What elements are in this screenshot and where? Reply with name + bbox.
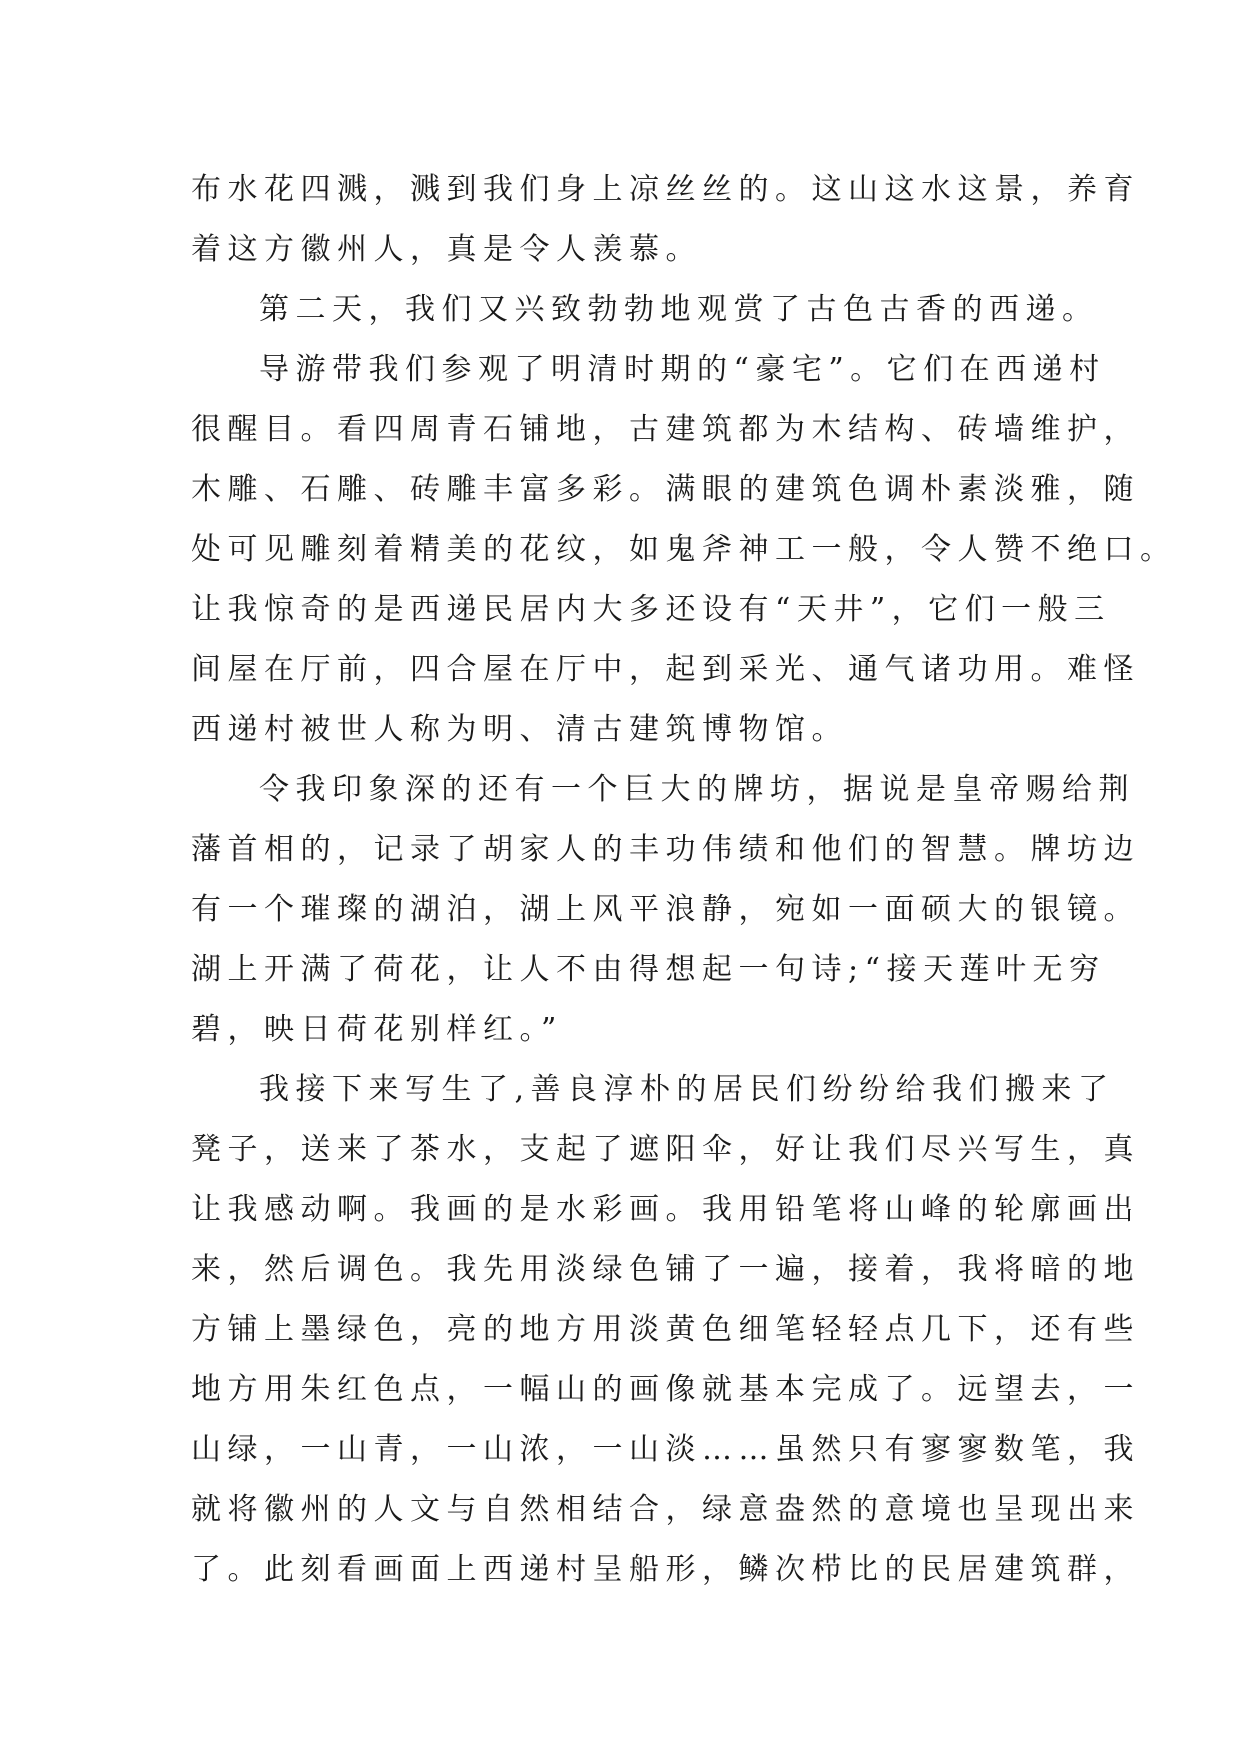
- text-line: 很醒目。看四周青石铺地，古建筑都为木结构、砖墙维护，: [191, 412, 1140, 447]
- text-line: 藩首相的，记录了胡家人的丰功伟绩和他们的智慧。牌坊边: [191, 832, 1140, 867]
- text-line: 让我惊奇的是西递民居内大多还设有“天井”，它们一般三: [191, 592, 1111, 627]
- text-line: 地方用朱红色点，一幅山的画像就基本完成了。远望去，一: [191, 1372, 1140, 1407]
- text-line: 处可见雕刻着精美的花纹，如鬼斧神工一般，令人赞不绝口。: [191, 532, 1177, 567]
- paragraph-start-line: 导游带我们参观了明清时期的“豪宅”。它们在西递村: [259, 352, 1106, 387]
- paragraph-start-line: 第二天，我们又兴致勃勃地观赏了古色古香的西递。: [259, 292, 1099, 327]
- text-line: 湖上开满了荷花，让人不由得想起一句诗;“接天莲叶无穷: [191, 952, 1106, 987]
- text-line: 了。此刻看画面上西递村呈船形，鳞次栉比的民居建筑群，: [191, 1552, 1140, 1587]
- text-line: 着这方徽州人，真是令人羡慕。: [191, 232, 702, 267]
- paragraph-start-line: 我接下来写生了,善良淳朴的居民们纷纷给我们搬来了: [259, 1072, 1115, 1107]
- body-text: [191, 160, 1177, 1600]
- text-line: 山绿，一山青，一山浓，一山淡……虽然只有寥寥数笔，我: [191, 1432, 1140, 1467]
- text-line: 来，然后调色。我先用淡绿色铺了一遍，接着，我将暗的地: [191, 1252, 1140, 1287]
- text-line: 就将徽州的人文与自然相结合，绿意盎然的意境也呈现出来: [191, 1492, 1140, 1527]
- text-line: 布水花四溅，溅到我们身上凉丝丝的。这山这水这景，养育: [191, 172, 1140, 207]
- text-line: 木雕、石雕、砖雕丰富多彩。满眼的建筑色调朴素淡雅，随: [191, 472, 1140, 507]
- text-line: 西递村被世人称为明、清古建筑博物馆。: [191, 712, 848, 747]
- text-line: 方铺上墨绿色，亮的地方用淡黄色细笔轻轻点几下，还有些: [191, 1312, 1140, 1347]
- text-line: 间屋在厅前，四合屋在厅中，起到采光、通气诸功用。难怪: [191, 652, 1140, 687]
- text-line: 碧，映日荷花别样红。”: [191, 1012, 563, 1047]
- paragraph-start-line: 令我印象深的还有一个巨大的牌坊，据说是皇帝赐给荆: [259, 772, 1135, 807]
- text-line: 凳子，送来了茶水，支起了遮阳伞，好让我们尽兴写生，真: [191, 1132, 1140, 1167]
- text-line: 有一个璀璨的湖泊，湖上风平浪静，宛如一面硕大的银镜。: [191, 892, 1140, 927]
- text-line: 让我感动啊。我画的是水彩画。我用铅笔将山峰的轮廓画出: [191, 1192, 1140, 1227]
